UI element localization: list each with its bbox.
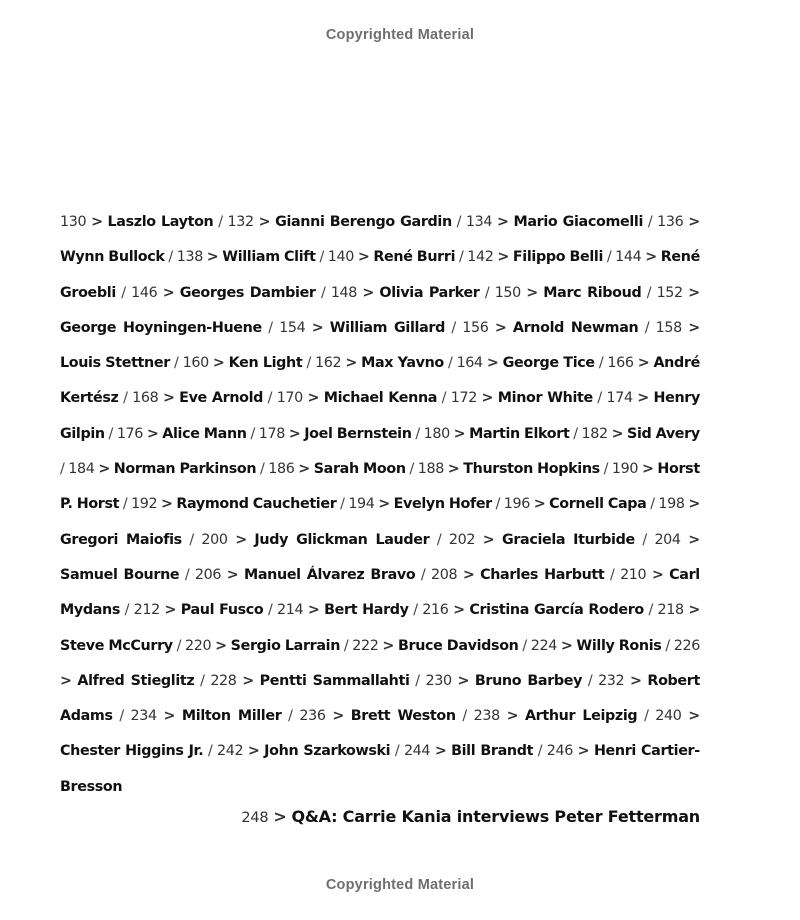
entry-separator: / (119, 708, 124, 725)
index-entry[interactable] (425, 673, 582, 689)
entry-separator: / (573, 425, 578, 442)
entry-separator: / (394, 743, 400, 760)
entry-page-number: 160 (182, 355, 209, 372)
index-entry[interactable] (277, 602, 409, 618)
entry-separator: / (259, 461, 265, 478)
entry-arrow: > (332, 708, 344, 725)
entry-separator: / (409, 461, 414, 478)
index-entry[interactable] (315, 355, 444, 371)
entry-photographer-name: Samuel Bourne (60, 566, 180, 583)
entry-photographer-name: Joel Bernstein (304, 425, 412, 442)
entry-separator: / (456, 214, 462, 230)
entry-separator: / (436, 531, 442, 548)
entry-separator: / (122, 496, 128, 513)
entry-arrow: > (494, 319, 507, 336)
entry-separator: / (184, 566, 190, 583)
index-entry[interactable] (277, 390, 437, 406)
entry-arrow: > (486, 355, 499, 372)
entry-arrow: > (163, 708, 176, 725)
entry-photographer-name: Chester Higgins Jr. (60, 743, 204, 760)
entry-page-number: 214 (277, 602, 304, 619)
index-entry[interactable] (451, 390, 593, 406)
entry-photographer-name: Robert Adams (60, 672, 700, 725)
entry-photographer-name: Carl Mydans (60, 566, 700, 619)
entry-page-number: 184 (68, 461, 95, 478)
entry-photographer-name: René Burri (373, 249, 456, 266)
qa-page-number: 248 (241, 810, 269, 826)
entry-photographer-name: Bruno Barbey (474, 672, 583, 689)
entry-arrow: > (362, 284, 375, 301)
index-entry[interactable] (268, 461, 405, 477)
entry-arrow: > (235, 531, 247, 548)
entry-page-number: 172 (450, 390, 477, 407)
entry-photographer-name: Henri Cartier-Bresson (60, 743, 700, 795)
entry-separator: / (597, 390, 602, 407)
entry-page-number: 196 (503, 496, 531, 513)
index-entry[interactable] (131, 285, 316, 301)
entry-page-number: 168 (132, 390, 159, 407)
entry-page-number: 166 (607, 355, 634, 372)
index-entry[interactable] (279, 320, 445, 336)
entry-arrow: > (226, 566, 239, 583)
entry-page-number: 244 (403, 743, 431, 760)
entry-photographer-name: Georges Dambier (179, 284, 316, 301)
entry-arrow: > (688, 284, 700, 301)
entry-photographer-name: Sergio Larrain (230, 637, 341, 654)
entry-arrow: > (161, 496, 173, 513)
entry-arrow: > (434, 743, 447, 760)
entry-arrow: > (447, 461, 460, 478)
entry-separator: / (462, 708, 467, 725)
entry-separator: / (587, 672, 593, 689)
index-entry[interactable] (134, 602, 264, 618)
entry-page-number: 132 (227, 214, 254, 230)
entry-page-number: 148 (330, 284, 358, 301)
entry-photographer-name: George Hoyningen-Huene (60, 319, 262, 336)
entry-separator: / (174, 355, 179, 372)
entry-separator: / (650, 496, 655, 513)
index-entry[interactable] (418, 461, 600, 477)
entry-arrow: > (630, 672, 642, 689)
index-entry[interactable] (132, 390, 263, 406)
entry-photographer-name: Bert Hardy (324, 602, 409, 619)
entry-arrow: > (307, 602, 320, 619)
index-entry[interactable] (457, 355, 595, 371)
qa-arrow: > (273, 807, 287, 826)
entry-arrow: > (526, 284, 538, 301)
entry-arrow: > (651, 566, 664, 583)
entry-separator: / (268, 602, 273, 619)
entry-arrow: > (645, 249, 657, 266)
entry-photographer-name: Manuel Álvarez Bravo (244, 566, 416, 583)
entry-arrow: > (258, 214, 271, 230)
entry-arrow: > (481, 390, 494, 407)
entry-page-number: 174 (606, 390, 633, 407)
entry-separator: / (268, 319, 273, 336)
index-entry[interactable] (183, 355, 303, 371)
entry-page-number: 182 (581, 425, 608, 442)
entry-page-number: 218 (657, 602, 684, 619)
index-entry[interactable] (201, 532, 429, 548)
index-entry[interactable] (177, 249, 316, 265)
entry-photographer-name: Steve McCurry (60, 637, 173, 654)
entry-photographer-name: Brett Weston (350, 708, 456, 725)
photographer-index (60, 205, 700, 805)
entry-separator: / (207, 743, 213, 760)
entry-photographer-name: Laszlo Layton (107, 214, 214, 230)
entry-separator: / (598, 355, 604, 372)
entry-photographer-name: Louis Stettner (60, 355, 170, 372)
entry-separator: / (176, 637, 182, 654)
entry-photographer-name: Norman Parkinson (113, 461, 257, 478)
entry-photographer-name: Eve Arnold (179, 390, 264, 407)
entry-photographer-name: Mario Giacomelli (513, 214, 643, 230)
index-entry[interactable] (531, 638, 662, 654)
entry-page-number: 210 (620, 566, 647, 583)
entry-arrow: > (382, 637, 395, 654)
entry-arrow: > (506, 708, 519, 725)
entry-separator: / (484, 284, 490, 301)
entry-photographer-name: Willy Ronis (576, 637, 662, 654)
entry-arrow: > (497, 214, 509, 230)
index-entry[interactable] (404, 743, 533, 759)
entry-page-number: 164 (456, 355, 483, 372)
entry-arrow: > (378, 496, 390, 513)
entry-arrow: > (311, 319, 324, 336)
entry-separator: / (495, 496, 501, 513)
index-entry[interactable] (131, 496, 336, 512)
entry-page-number: 192 (131, 496, 158, 513)
entry-separator: / (644, 708, 649, 725)
entry-arrow: > (162, 390, 175, 407)
entry-page-number: 144 (615, 249, 642, 266)
index-entry[interactable] (474, 708, 638, 724)
copyright-watermark-bottom: Copyrighted Material (325, 877, 475, 893)
index-entry[interactable] (467, 249, 603, 265)
entry-photographer-name: William Gillard (329, 319, 445, 336)
entry-separator: / (420, 566, 426, 583)
entry-arrow: > (688, 602, 701, 619)
entry-photographer-name: André Kertész (60, 355, 700, 407)
index-entry[interactable] (462, 320, 638, 336)
entry-separator: / (267, 390, 273, 407)
entry-separator: / (415, 672, 420, 689)
entry-page-number: 212 (133, 602, 160, 619)
entry-arrow: > (91, 214, 103, 230)
entry-photographer-name: Minor White (497, 390, 593, 407)
entry-arrow: > (482, 531, 495, 548)
index-entry[interactable] (495, 285, 642, 301)
index-entry[interactable] (299, 708, 455, 724)
entry-page-number: 152 (656, 284, 683, 301)
entry-arrow: > (641, 461, 654, 478)
entry-arrow: > (146, 425, 159, 442)
entry-photographer-name: William Clift (222, 249, 316, 266)
entry-arrow: > (288, 425, 301, 442)
entry-photographer-name: Alice Mann (162, 425, 247, 442)
entry-arrow: > (688, 531, 700, 548)
entry-separator: / (603, 461, 609, 478)
entry-photographer-name: Pentti Sammallahti (259, 672, 410, 689)
entry-photographer-name: Sarah Moon (313, 461, 406, 478)
entry-photographer-name: Raymond Cauchetier (176, 496, 337, 513)
entry-page-number: 198 (658, 496, 685, 513)
entry-page-number: 236 (299, 708, 326, 725)
index-entry[interactable] (259, 426, 412, 442)
entry-photographer-name: Michael Kenna (323, 390, 438, 407)
entry-arrow: > (98, 461, 110, 478)
entry-photographer-name: Filippo Belli (512, 249, 603, 266)
index-entry[interactable] (352, 638, 518, 654)
entry-separator: / (340, 496, 345, 513)
entry-page-number: 194 (348, 496, 375, 513)
entry-photographer-name: Bruce Davidson (397, 637, 519, 654)
index-entry[interactable] (449, 532, 635, 548)
entry-separator: / (168, 249, 173, 266)
entry-separator: / (60, 461, 65, 478)
entry-photographer-name: Bill Brandt (451, 743, 534, 760)
entry-separator: / (610, 566, 615, 583)
entry-page-number: 188 (417, 461, 444, 478)
entry-page-number: 190 (611, 461, 639, 478)
entry-page-number: 158 (655, 319, 682, 336)
entry-separator: / (108, 425, 114, 442)
entry-photographer-name: Graciela Iturbide (501, 531, 635, 548)
index-entry[interactable] (431, 567, 604, 583)
entry-arrow: > (247, 743, 260, 760)
entry-page-number: 150 (494, 284, 521, 301)
index-entry[interactable] (424, 426, 570, 442)
entry-page-number: 162 (315, 355, 342, 372)
entry-page-number: 240 (655, 708, 682, 725)
entry-page-number: 206 (194, 566, 222, 583)
index-entry[interactable] (466, 214, 643, 230)
entry-separator: / (123, 390, 128, 407)
entry-arrow: > (357, 249, 370, 266)
entry-separator: / (648, 602, 653, 619)
entry-page-number: 180 (423, 425, 450, 442)
entry-page-number: 216 (422, 602, 449, 619)
entry-page-number: 170 (276, 390, 303, 407)
entry-photographer-name: René Groebli (60, 249, 700, 301)
entry-photographer-name: Paul Fusco (180, 602, 264, 619)
entry-separator: / (665, 637, 670, 654)
entry-arrow: > (560, 637, 573, 654)
entry-photographer-name: Gregori Maiofis (60, 531, 182, 548)
index-entry[interactable] (131, 708, 282, 724)
entry-page-number: 226 (673, 637, 700, 654)
entry-page-number: 238 (473, 708, 500, 725)
entry-arrow: > (60, 672, 72, 689)
index-entry[interactable] (185, 638, 340, 654)
index-entry[interactable] (68, 461, 256, 477)
entry-separator: / (306, 355, 311, 372)
entry-separator: / (413, 602, 418, 619)
index-entry[interactable] (348, 496, 492, 512)
entry-arrow: > (453, 425, 466, 442)
entry-page-number: 208 (430, 566, 458, 583)
index-entry[interactable] (331, 285, 480, 301)
entry-arrow: > (637, 390, 649, 407)
entry-page-number: 222 (352, 637, 379, 654)
entry-separator: / (343, 637, 349, 654)
entry-separator: / (448, 355, 453, 372)
entry-separator: / (121, 284, 126, 301)
entry-separator: / (606, 249, 612, 266)
entry-separator: / (522, 637, 527, 654)
entry-arrow: > (215, 637, 227, 654)
entry-page-number: 134 (465, 214, 493, 230)
entry-photographer-name: Max Yavno (361, 355, 444, 372)
entry-page-number: 242 (217, 743, 244, 760)
entry-separator: / (288, 708, 293, 725)
entry-photographer-name: Wynn Bullock (60, 249, 165, 266)
entry-arrow: > (453, 602, 465, 619)
entry-arrow: > (298, 461, 310, 478)
entry-photographer-name: Sid Avery (627, 425, 700, 442)
entry-separator: / (124, 602, 130, 619)
index-entry[interactable] (60, 214, 213, 230)
entry-page-number: 140 (327, 249, 355, 266)
index-entry[interactable] (210, 673, 409, 689)
entry-photographer-name: Martin Elkort (469, 425, 570, 442)
entry-page-number: 146 (131, 284, 158, 301)
entry-page-number: 154 (279, 319, 306, 336)
entry-separator: / (647, 214, 653, 230)
entry-arrow: > (688, 708, 700, 725)
entry-arrow: > (307, 390, 320, 407)
entry-photographer-name: Marc Riboud (543, 284, 642, 301)
entry-page-number: 136 (657, 214, 684, 230)
entry-arrow: > (242, 672, 254, 689)
entry-photographer-name: Horst P. Horst (60, 461, 700, 513)
entry-page-number: 220 (185, 637, 212, 654)
entry-arrow: > (497, 249, 510, 266)
entry-page-number: 200 (201, 531, 228, 548)
entry-photographer-name: Gianni Berengo Gardin (275, 214, 452, 230)
entry-arrow: > (164, 602, 177, 619)
entry-separator: / (451, 319, 456, 336)
entry-separator: / (218, 214, 223, 230)
entry-arrow: > (206, 249, 219, 266)
entry-page-number: 224 (530, 637, 557, 654)
qa-entry[interactable] (60, 803, 700, 832)
entry-separator: / (537, 743, 543, 760)
entry-separator: / (458, 249, 464, 266)
entry-photographer-name: Thurston Hopkins (463, 461, 600, 478)
entry-photographer-name: Arnold Newman (512, 319, 639, 336)
index-entry[interactable] (422, 602, 644, 618)
qa-title: Q&A: Carrie Kania interviews Peter Fetterman (291, 807, 700, 826)
entry-page-number: 246 (546, 743, 574, 760)
entry-arrow: > (345, 355, 357, 372)
entry-arrow: > (688, 214, 700, 230)
entry-photographer-name: George Tice (502, 355, 595, 372)
entry-photographer-name: Cornell Capa (549, 496, 647, 513)
entry-page-number: 204 (654, 531, 681, 548)
entry-separator: / (319, 249, 324, 266)
index-entry[interactable] (504, 496, 647, 512)
index-entry[interactable] (217, 743, 390, 759)
entry-page-number: 138 (176, 249, 203, 266)
entry-photographer-name: Alfred Stieglitz (77, 672, 195, 689)
entry-page-number: 234 (130, 708, 157, 725)
entry-page-number: 228 (210, 672, 237, 689)
entry-separator: / (189, 531, 194, 548)
entry-photographer-name: Olivia Parker (379, 284, 480, 301)
entry-page-number: 156 (462, 319, 489, 336)
index-entry[interactable] (195, 567, 415, 583)
entry-separator: / (644, 319, 650, 336)
entry-photographer-name: Charles Harbutt (480, 566, 605, 583)
entry-page-number: 202 (448, 531, 476, 548)
entry-photographer-name: Evelyn Hofer (393, 496, 492, 513)
entry-photographer-name: Judy Glickman Lauder (254, 531, 430, 548)
entry-separator: / (415, 425, 420, 442)
entry-page-number: 142 (467, 249, 494, 266)
entry-separator: / (250, 425, 255, 442)
entry-arrow: > (688, 496, 700, 513)
entry-page-number: 232 (598, 672, 625, 689)
copyright-watermark-top: Copyrighted Material (325, 27, 475, 43)
entry-photographer-name: Cristina García Rodero (469, 602, 644, 619)
entry-photographer-name: Ken Light (228, 355, 303, 372)
entry-arrow: > (462, 566, 475, 583)
entry-separator: / (642, 531, 647, 548)
entry-arrow: > (533, 496, 546, 513)
entry-separator: / (646, 284, 652, 301)
entry-photographer-name: John Szarkowski (264, 743, 391, 760)
entry-arrow: > (162, 284, 175, 301)
entry-photographer-name: Henry Gilpin (60, 390, 700, 442)
entry-arrow: > (688, 319, 700, 336)
entry-separator: / (441, 390, 447, 407)
entry-arrow: > (637, 355, 650, 372)
entry-page-number: 230 (425, 672, 452, 689)
index-entry[interactable] (328, 249, 455, 265)
entry-arrow: > (611, 425, 624, 442)
entry-page-number: 178 (258, 425, 285, 442)
entry-page-number: 186 (268, 461, 295, 478)
entry-arrow: > (577, 743, 590, 760)
entry-arrow: > (457, 672, 470, 689)
entry-separator: / (320, 284, 326, 301)
entry-photographer-name: Arthur Leipzig (524, 708, 638, 725)
entry-separator: / (200, 672, 205, 689)
entry-page-number: 130 (60, 214, 87, 230)
index-entry[interactable] (228, 214, 452, 230)
entry-arrow: > (212, 355, 225, 372)
index-entry[interactable] (582, 426, 700, 442)
entry-page-number: 176 (116, 425, 144, 442)
index-entry[interactable] (117, 426, 247, 442)
entry-photographer-name: Milton Miller (181, 708, 282, 725)
